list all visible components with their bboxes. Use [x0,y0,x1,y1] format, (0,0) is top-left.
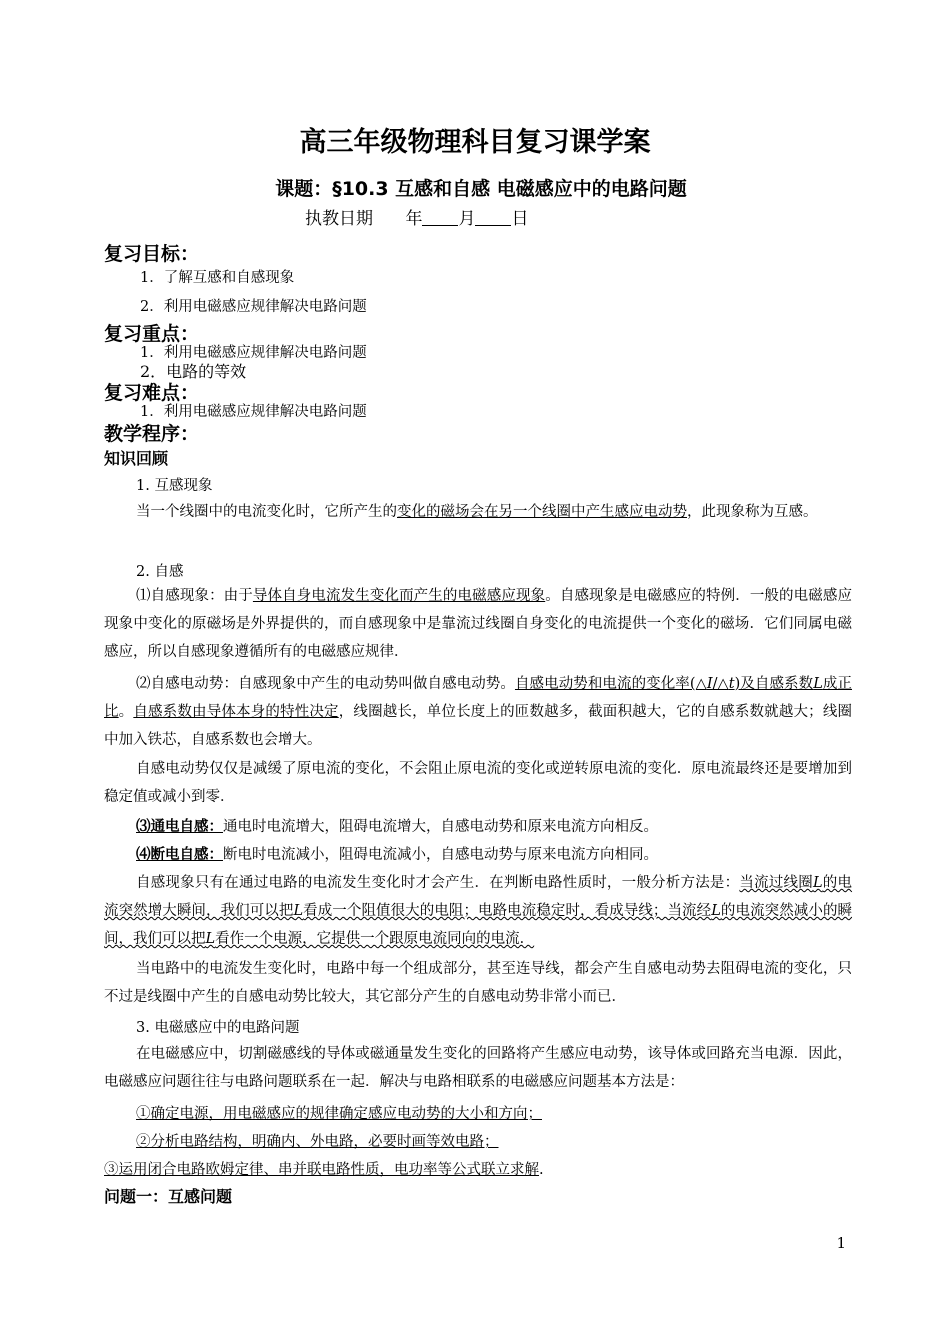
goals-heading: 复习目标： [104,243,200,265]
day-blank[interactable] [475,209,511,226]
mutual-induction-paragraph: 当一个线圈中的电流变化时，它所产生的变化的磁场会在另一个线圈中产生感应电动势，此现象称为互感。 [136,504,818,520]
section-3-title: 3. 电磁感应中的电路问题 [136,1020,300,1036]
goal-item-2: 2．利用电磁感应规律解决电路问题 [140,299,367,315]
analysis-method-paragraph: 自感现象只有在通过电路的电流发生变化时才会产生．在判断电路性质时，一般分析方法是：当流过线圈L的电流突然增大瞬间，我们可以把L看成一个阻值很大的电阻；电路电流稳定时，看成导线；当流经L的电流突然减小的瞬间，我们可以把L看作一个电源，它提供一个跟原电流同向的电流． [104,875,853,947]
page-title: 高三年级物理科目复习课学案 [299,127,651,158]
method-step-1: ①确定电源，用电磁感应的规律确定感应电动势的大小和方向； [136,1106,542,1122]
date-prefix: 执教日期 [305,209,373,229]
focus-heading: 复习重点： [104,323,200,345]
focus-item-1: 1．利用电磁感应规律解决电路问题 [140,345,367,361]
self-emf-note-paragraph: 自感电动势仅仅是减缓了原电流的变化，不会阻止原电流的变化或逆转原电流的变化．原电流最终还是要增加到稳定值或减小到零． [104,761,852,805]
month-blank[interactable] [422,209,458,226]
circuit-problem-paragraph: 在电磁感应中，切割磁感线的导体或磁通量发生变化的回路将产生感应电动势，该导体或回路充当电源．因此，电磁感应问题往往与电路问题联系在一起．解决与电路相联系的电磁感应问题基本方法是： [104,1046,852,1090]
procedure-heading: 教学程序： [104,423,200,445]
difficulty-item-1: 1．利用电磁感应规律解决电路问题 [140,404,367,420]
review-heading: 知识回顾 [104,449,169,468]
difficulty-heading: 复习难点： [104,382,200,404]
power-off-self-induction: ⑷断电自感：断电时电流减小，阻碍电流减小，自感电动势与原来电流方向相同。 [136,846,658,863]
method-step-3: ③运用闭合电路欧姆定律、串并联电路性质，电功率等公式联立求解. [104,1162,544,1178]
date-month: 月 [458,209,476,229]
date-day: 日 [511,209,529,229]
self-induction-paragraph: ⑴自感现象：由于导体自身电流发生变化而产生的电磁感应现象。自感现象是电磁感应的特例．一般的电磁感应现象中变化的原磁场是外界提供的，而自感现象中是靠流过线圈自身变化的电流提供一个变化的磁场．它们同属电磁感应，所以自感现象遵循所有的电磁感应规律． [104,588,853,660]
focus-item-2: 2．电路的等效 [140,362,247,381]
page-number: 1 [836,1234,846,1252]
problem-1-heading: 问题一：互感问题 [104,1187,233,1206]
date-year: 年 [405,209,423,229]
power-on-self-induction: ⑶通电自感：通电时电流增大，阻碍电流增大，自感电动势和原来电流方向相反。 [136,818,658,835]
self-emf-paragraph: ⑵自感电动势：自感现象中产生的电动势叫做自感电动势。自感电动势和电流的变化率(△I/△t)及自感系数L成正比。自感系数由导体本身的特性决定，线圈越长，单位长度上的匝数越多，截面积越大，它的自感系数就越大；线圈中加入铁芯，自感系数也会增大。 [104,676,853,748]
section-2-title: 2. 自感 [136,564,184,580]
wire-emf-paragraph: 当电路中的电流发生变化时，电路中每一个组成部分，甚至连导线，都会产生自感电动势去阻碍电流的变化，只不过是线圈中产生的自感电动势比较大，其它部分产生的自感电动势非常小而已． [104,961,852,1005]
teaching-date-line [305,204,528,229]
lesson-subtitle: 课题：§10.3 互感和自感 电磁感应中的电路问题 [275,178,687,200]
method-step-2: ②分析电路结构，明确内、外电路，必要时画等效电路； [136,1134,499,1150]
section-1-title: 1. 互感现象 [136,478,213,494]
goal-item-1: 1．了解互感和自感现象 [140,270,295,286]
